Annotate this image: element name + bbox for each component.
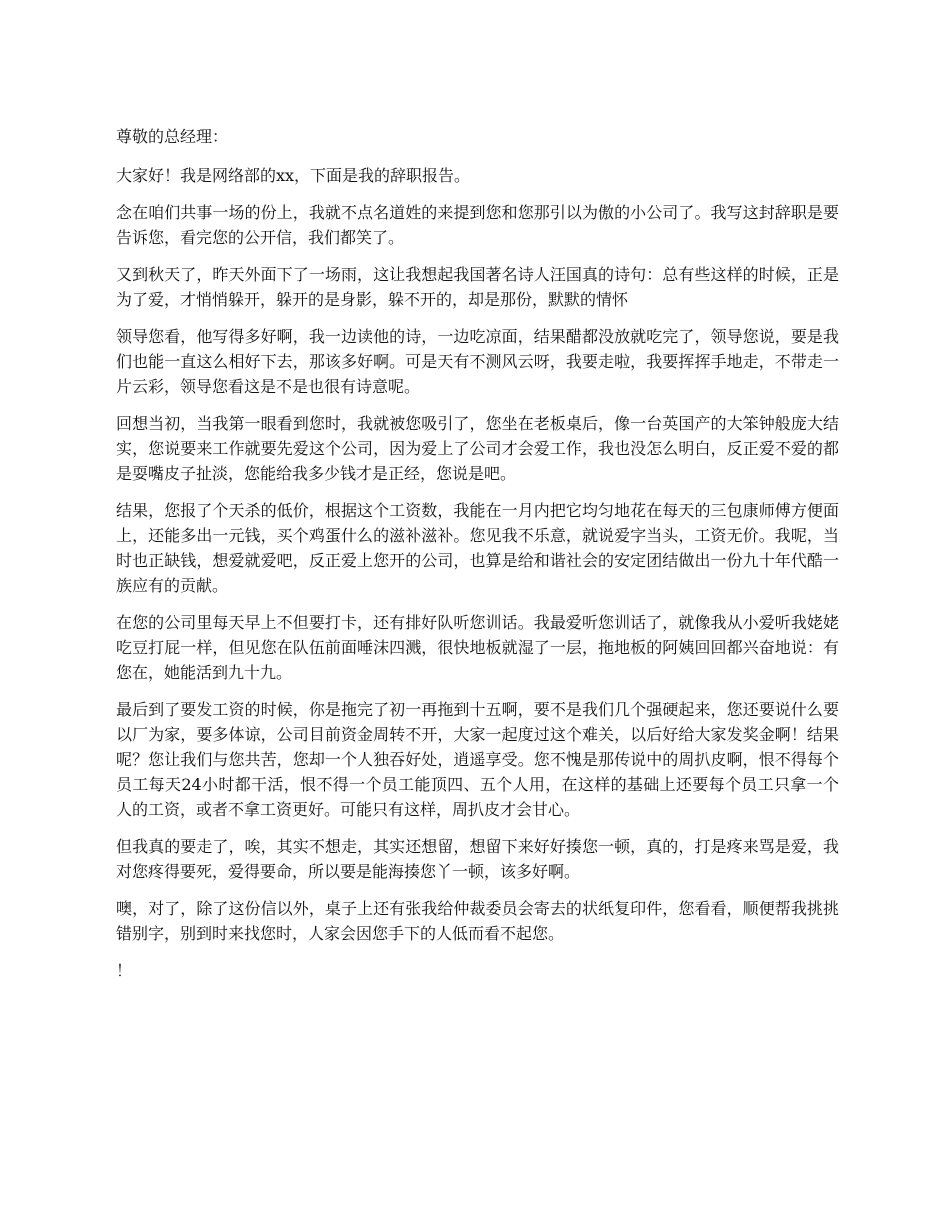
letter-paragraph: 在您的公司里每天早上不但要打卡，还有排好队听您训话。我最爱听您训话了，就像我从小爱听我姥姥吃豆打屁一样，但见您在队伍前面唾沫四溅，很快地板就湿了一层，拖地板的阿姨回回都兴奋地说：有您在，她能活到九十九。	[116, 613, 839, 682]
letter-paragraph: 但我真的要走了，唉，其实不想走，其实还想留，想留下来好好揍您一顿，真的，打是疼来骂是爱，我对您疼得要死，爱得要命，所以要是能海揍您丫一顿，该多好啊。	[116, 837, 839, 881]
letter-document	[116, 124, 839, 995]
letter-salutation: 尊敬的总经理：	[116, 127, 229, 146]
letter-paragraph: 领导您看，他写得多好啊，我一边读他的诗，一边吃凉面，结果醋都没放就吃完了，领导您说，要是我们也能一直这么相好下去，那该多好啊。可是天有不测风云呀，我要走啦，我要挥挥手地走，不带走一片云彩，领导您看这是不是也很有诗意呢。	[116, 327, 839, 396]
letter-paragraph: 念在咱们共事一场的份上，我就不点名道姓的来提到您和您那引以为傲的小公司了。我写这封辞职是要告诉您，看完您的公开信，我们都笑了。	[116, 203, 839, 247]
letter-paragraph: 又到秋天了，昨天外面下了一场雨，这让我想起我国著名诗人汪国真的诗句：总有些这样的时候，正是为了爱，才悄悄躲开，躲开的是身影，躲不开的，却是那份，默默的情怀	[116, 265, 839, 309]
letter-paragraph: 噢，对了，除了这份信以外，桌子上还有张我给仲裁委员会寄去的状纸复印件，您看看，顺便帮我挑挑错别字，别到时来找您时，人家会因您手下的人低而看不起您。	[116, 899, 839, 943]
letter-closing: ！	[116, 961, 133, 980]
letter-paragraph: 回想当初，当我第一眼看到您时，我就被您吸引了，您坐在老板桌后，像一台英国产的大笨钟般庞大结实，您说要来工作就要先爱这个公司，因为爱上了公司才会爱工作，我也没怎么明白，反正爱不爱的都是耍嘴皮子扯淡，您能给我多少钱才是正经，您说是吧。	[116, 414, 839, 483]
letter-paragraph: 最后到了要发工资的时候，你是拖完了初一再拖到十五啊，要不是我们几个强硬起来，您还要说什么要以厂为家，要多体谅，公司目前资金周转不开，大家一起度过这个难关，以后好给大家发奖金啊！结果呢？您让我们与您共苦，您却一个人独吞好处，逍遥享受。您不愧是那传说中的周扒皮啊，恨不得每个员工每天24小时都干活，恨不得一个员工能顶四、五个人用，在这样的基础上还要每个员工只拿一个人的工资，或者不拿工资更好。可能只有这样，周扒皮才会甘心。	[116, 700, 839, 819]
letter-paragraph: 结果，您报了个天杀的低价，根据这个工资数，我能在一月内把它均匀地花在每天的三包康师傅方便面上，还能多出一元钱，买个鸡蛋什么的滋补滋补。您见我不乐意，就说爱字当头，工资无价。我呢，当时也正缺钱，想爱就爱吧，反正爱上您开的公司，也算是给和谐社会的安定团结做出一份九十年代酷一族应有的贡献。	[116, 501, 839, 595]
letter-paragraph: 大家好！我是网络部的xx，下面是我的辞职报告。	[116, 166, 471, 185]
